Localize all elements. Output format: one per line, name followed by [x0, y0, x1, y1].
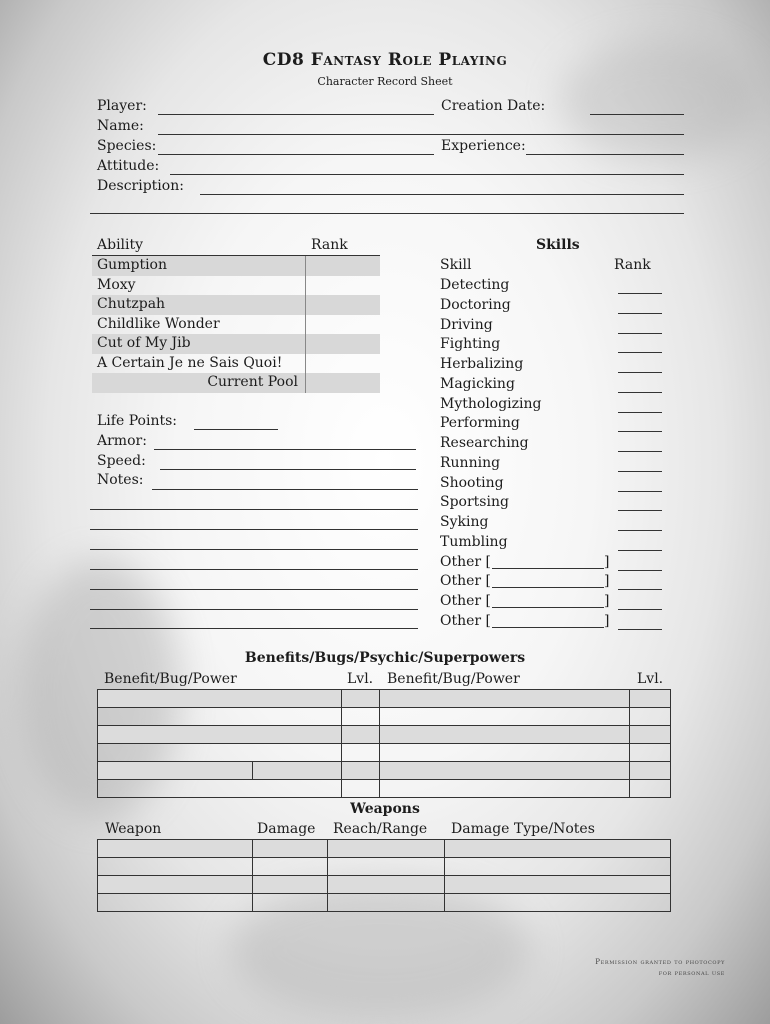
ability-rank-cell[interactable] [305, 276, 380, 296]
notes-line[interactable] [90, 509, 418, 510]
ability-header: Ability [97, 237, 144, 253]
ability-row [92, 276, 380, 296]
skill-name: Other [ [440, 573, 492, 590]
weapons-table [97, 839, 671, 912]
ability-rank-cell[interactable] [305, 354, 380, 374]
notes-cell[interactable] [445, 876, 671, 894]
notes-line[interactable] [90, 589, 418, 590]
benefit-cell[interactable] [98, 744, 342, 762]
skill-name: Running [440, 454, 501, 471]
ability-row [92, 315, 380, 335]
reach-cell[interactable] [327, 840, 445, 858]
level-col-header-2: Lvl. [637, 671, 664, 687]
skill-name: Sportsing [440, 494, 509, 511]
skill-rank-header: Rank [614, 257, 651, 273]
permission-note-line2: for personal use [658, 969, 725, 977]
skill-name: Detecting [440, 277, 510, 293]
skill-name: Mythologizing [440, 395, 542, 412]
creation-date-field[interactable] [590, 114, 684, 115]
creation-date-label: Creation Date: [441, 98, 546, 114]
level-cell[interactable] [630, 744, 671, 762]
skill-rank-field[interactable] [618, 550, 662, 551]
other-skill-bracket: ] [604, 573, 610, 590]
level-cell[interactable] [630, 780, 671, 798]
skill-rank-field[interactable] [618, 333, 662, 334]
weapon-cell[interactable] [98, 840, 253, 858]
experience-label: Experience: [441, 138, 526, 154]
benefit-cell[interactable] [98, 726, 342, 744]
attitude-label: Attitude: [97, 158, 160, 174]
skill-rank-field[interactable] [618, 352, 662, 353]
skill-name: Magicking [440, 375, 515, 392]
skill-rank-field[interactable] [618, 431, 662, 432]
level-cell[interactable] [630, 708, 671, 726]
skill-name: Driving [440, 316, 493, 333]
level-cell[interactable] [630, 690, 671, 708]
weapons-title: Weapons [350, 801, 420, 817]
table-row [98, 726, 671, 744]
skill-name: Syking [440, 514, 489, 530]
benefit-cell[interactable] [98, 780, 342, 798]
benefit-cell[interactable] [98, 690, 342, 708]
level-cell[interactable] [630, 762, 671, 780]
page-title: CD8 Fantasy Role Playing [262, 50, 508, 70]
species-field[interactable] [158, 154, 434, 155]
benefit-cell[interactable] [98, 762, 253, 780]
description-label: Description: [97, 178, 184, 194]
speed-label: Speed: [97, 453, 146, 469]
table-row [98, 858, 671, 876]
skill-name: Other [ [440, 553, 492, 570]
skill-rank-field[interactable] [618, 372, 662, 373]
table-row [98, 762, 671, 780]
skill-name: Other [ [440, 612, 492, 629]
other-skill-name-field[interactable] [492, 587, 604, 588]
ability-name: Moxy [97, 276, 136, 293]
weapon-cell[interactable] [98, 876, 253, 894]
table-row [98, 708, 671, 726]
benefit-cell[interactable] [380, 690, 630, 708]
skill-rank-field[interactable] [618, 392, 662, 393]
skill-name: Herbalizing [440, 356, 524, 372]
benefit-col-header-1: Benefit/Bug/Power [104, 671, 237, 687]
current-pool-label: Current Pool [207, 374, 298, 390]
table-row [98, 744, 671, 762]
ability-name: A Certain Je ne Sais Quoi! [97, 354, 283, 371]
level-cell[interactable] [630, 726, 671, 744]
ability-rank-cell[interactable] [305, 295, 380, 315]
name-field[interactable] [158, 134, 684, 135]
description-field-line2[interactable] [90, 213, 684, 214]
skill-rank-field[interactable] [618, 491, 662, 492]
notes-label: Notes: [97, 472, 144, 488]
table-row [98, 894, 671, 912]
ability-row [92, 354, 380, 374]
armor-field[interactable] [154, 449, 416, 450]
reach-cell[interactable] [327, 858, 445, 876]
skill-name: Researching [440, 435, 529, 451]
page-subtitle: Character Record Sheet [317, 75, 453, 88]
table-row [98, 780, 671, 798]
notes-line[interactable] [90, 628, 418, 629]
other-skill-name-field[interactable] [492, 607, 604, 608]
table-row [98, 876, 671, 894]
benefit-cell[interactable] [252, 762, 341, 780]
weapon-cell[interactable] [98, 894, 253, 912]
reach-cell[interactable] [327, 876, 445, 894]
skill-name: Other [ [440, 593, 492, 609]
ability-rank-cell[interactable] [305, 256, 380, 276]
player-field[interactable] [158, 114, 434, 115]
level-cell[interactable] [341, 726, 380, 744]
speed-field[interactable] [160, 469, 416, 470]
reach-col-header: Reach/Range [333, 821, 428, 837]
skill-rank-field[interactable] [618, 313, 662, 314]
weapon-col-header: Weapon [105, 821, 162, 837]
benefit-cell[interactable] [380, 726, 630, 744]
level-cell[interactable] [341, 762, 380, 780]
experience-field[interactable] [526, 154, 684, 155]
current-pool-cell[interactable] [305, 373, 380, 393]
benefit-cell[interactable] [98, 708, 342, 726]
notes-line[interactable] [90, 569, 418, 570]
ability-rank-header: Rank [311, 237, 348, 253]
other-skill-bracket: ] [604, 553, 610, 570]
benefit-cell[interactable] [380, 744, 630, 762]
skill-rank-field[interactable] [618, 510, 662, 511]
damage-cell[interactable] [252, 894, 327, 912]
notes-line[interactable] [90, 549, 418, 550]
other-skill-name-field[interactable] [492, 568, 604, 569]
notes-line[interactable] [90, 529, 418, 530]
other-skill-bracket: ] [604, 593, 610, 609]
level-cell[interactable] [341, 708, 380, 726]
damage-cell[interactable] [252, 858, 327, 876]
skill-rank-field[interactable] [618, 530, 662, 531]
skills-title: Skills [536, 237, 580, 253]
other-skill-name-field[interactable] [492, 627, 604, 628]
notes-cell[interactable] [445, 858, 671, 876]
table-row [98, 690, 671, 708]
level-cell[interactable] [341, 690, 380, 708]
armor-label: Armor: [97, 433, 147, 449]
ability-row [92, 295, 380, 315]
attitude-field[interactable] [170, 174, 684, 175]
life-points-label: Life Points: [97, 413, 177, 429]
table-row [98, 840, 671, 858]
level-cell[interactable] [341, 780, 380, 798]
name-label: Name: [97, 118, 144, 134]
skill-header: Skill [440, 257, 472, 273]
benefit-cell[interactable] [380, 780, 630, 798]
species-label: Species: [97, 138, 157, 154]
permission-note-line1: Permission granted to photocopy [595, 958, 725, 966]
notes-line[interactable] [152, 489, 418, 490]
weapon-cell[interactable] [98, 858, 253, 876]
skill-rank-field[interactable] [618, 589, 662, 590]
notes-cell[interactable] [445, 894, 671, 912]
skill-name: Performing [440, 415, 520, 432]
ability-name: Chutzpah [97, 296, 166, 312]
benefits-table [97, 689, 671, 798]
benefit-col-header-2: Benefit/Bug/Power [387, 671, 520, 687]
player-label: Player: [97, 98, 147, 114]
ability-row [92, 334, 380, 354]
ability-rank-cell[interactable] [305, 315, 380, 335]
level-col-header-1: Lvl. [347, 671, 374, 687]
ability-name: Gumption [97, 257, 167, 273]
ability-name: Childlike Wonder [97, 315, 220, 332]
benefit-cell[interactable] [380, 708, 630, 726]
benefit-cell[interactable] [380, 762, 630, 780]
skill-rank-field[interactable] [618, 471, 662, 472]
benefits-title: Benefits/Bugs/Psychic/Superpowers [244, 650, 526, 666]
skill-name: Tumbling [440, 533, 508, 550]
ability-rank-cell[interactable] [305, 334, 380, 354]
notes-col-header: Damage Type/Notes [451, 821, 595, 837]
current-pool-row [92, 373, 380, 393]
reach-cell[interactable] [327, 894, 445, 912]
skill-name: Shooting [440, 474, 504, 491]
skill-name: Doctoring [440, 296, 511, 313]
skill-rank-field[interactable] [618, 412, 662, 413]
level-cell[interactable] [341, 744, 380, 762]
other-skill-bracket: ] [604, 612, 610, 629]
skill-rank-field[interactable] [618, 629, 662, 630]
skill-rank-field[interactable] [618, 609, 662, 610]
damage-cell[interactable] [252, 840, 327, 858]
notes-cell[interactable] [445, 840, 671, 858]
life-points-field[interactable] [194, 429, 278, 430]
description-field[interactable] [200, 194, 684, 195]
ability-name: Cut of My Jib [97, 335, 191, 351]
skill-rank-field[interactable] [618, 570, 662, 571]
skill-rank-field[interactable] [618, 293, 662, 294]
damage-cell[interactable] [252, 876, 327, 894]
skill-rank-field[interactable] [618, 451, 662, 452]
skill-name: Fighting [440, 336, 501, 353]
notes-line[interactable] [90, 609, 418, 610]
ability-row [92, 256, 380, 276]
damage-col-header: Damage [257, 821, 316, 837]
